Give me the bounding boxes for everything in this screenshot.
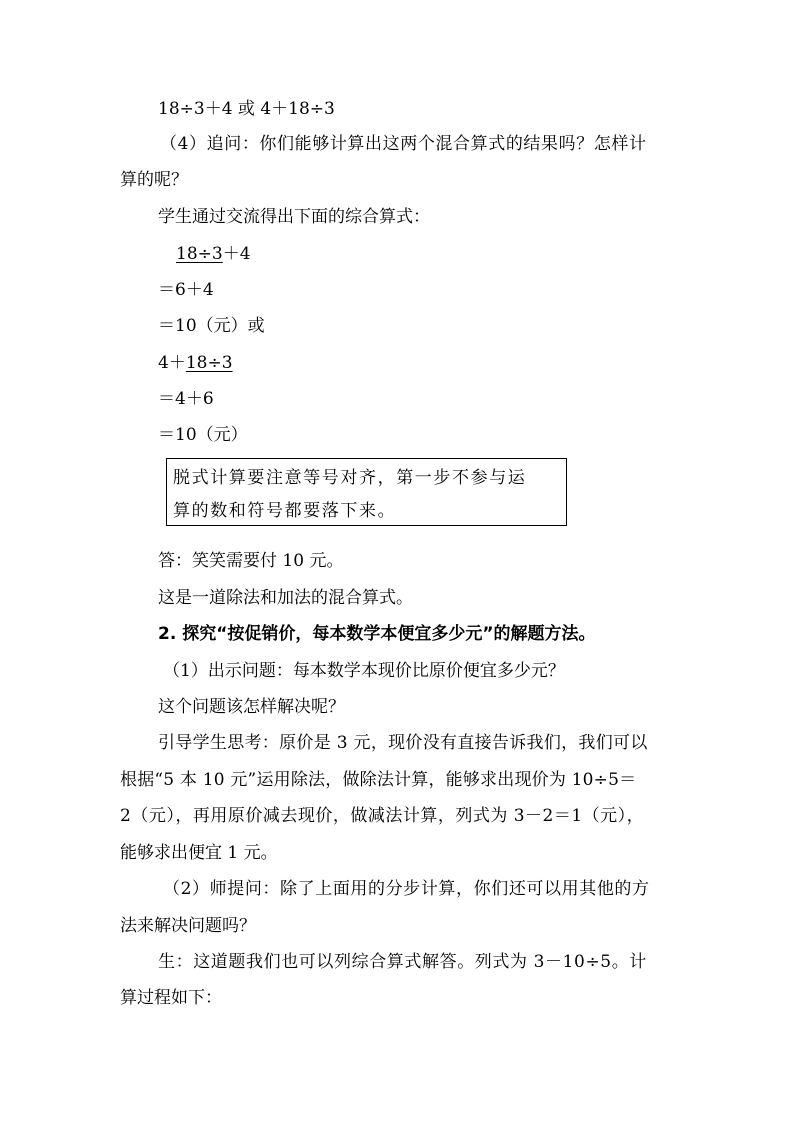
- students-intro: 学生通过交流得出下面的综合算式：: [158, 207, 430, 227]
- question-4-line-2: 算的呢？: [120, 170, 188, 190]
- tip-box: [166, 458, 567, 526]
- guide-line-1: 引导学生思考：原价是 3 元，现价没有直接告诉我们，我们可以: [158, 733, 648, 753]
- calc1-step3: ＝10（元）或: [158, 316, 265, 336]
- question-4-line-1: （4）追问：你们能够计算出这两个混合算式的结果吗？怎样计: [160, 134, 647, 154]
- answer: 答：笑笑需要付 10 元。: [158, 551, 344, 571]
- expression-options: 18÷3＋4 或 4＋18÷3: [158, 99, 335, 119]
- summary: 这是一道除法和加法的混合算式。: [158, 588, 413, 608]
- calc1-underlined-part: 18÷3: [176, 244, 223, 264]
- calc2-prefix: 4＋: [158, 353, 186, 373]
- section-2-title: 2. 探究“按促销价，每本数学本便宜多少元”的解题方法。: [158, 624, 596, 644]
- question-1: （1）出示问题：每本数学本现价比原价便宜多少元？: [163, 661, 565, 681]
- student-line-2: 算过程如下：: [120, 988, 222, 1008]
- calc1-step1: [176, 242, 251, 266]
- question-1-follow: 这个问题该怎样解决呢？: [158, 697, 345, 717]
- question-2-line-1: （2）师提问：除了上面用的分步计算，你们还可以用其他的方: [163, 879, 650, 899]
- guide-line-2: 根据“5 本 10 元”运用除法，做除法计算，能够求出现价为 10÷5＝: [120, 770, 637, 790]
- guide-line-4: 能够求出便宜 1 元。: [120, 843, 278, 863]
- calc1-step2: ＝6＋4: [158, 280, 214, 300]
- calc2-step2: ＝4＋6: [158, 389, 214, 409]
- guide-line-3: 2（元），再用原价减去现价，做减法计算，列式为 3－2＝1（元），: [120, 806, 645, 826]
- calc2-underlined-part: 18÷3: [185, 353, 233, 373]
- calc2-step1: [158, 351, 233, 375]
- tip-line-1: 脱式计算要注意等号对齐，第一步不参与运: [173, 468, 527, 488]
- student-line-1: 生：这道题我们也可以列综合算式解答。列式为 3－10÷5。计: [158, 952, 647, 972]
- tip-line-2: 算的数和符号都要落下来。: [173, 501, 397, 521]
- calc1-rest: ＋4: [222, 244, 251, 264]
- calc2-step3: ＝10（元）: [158, 425, 248, 445]
- question-2-line-2: 法来解决问题吗？: [120, 916, 256, 936]
